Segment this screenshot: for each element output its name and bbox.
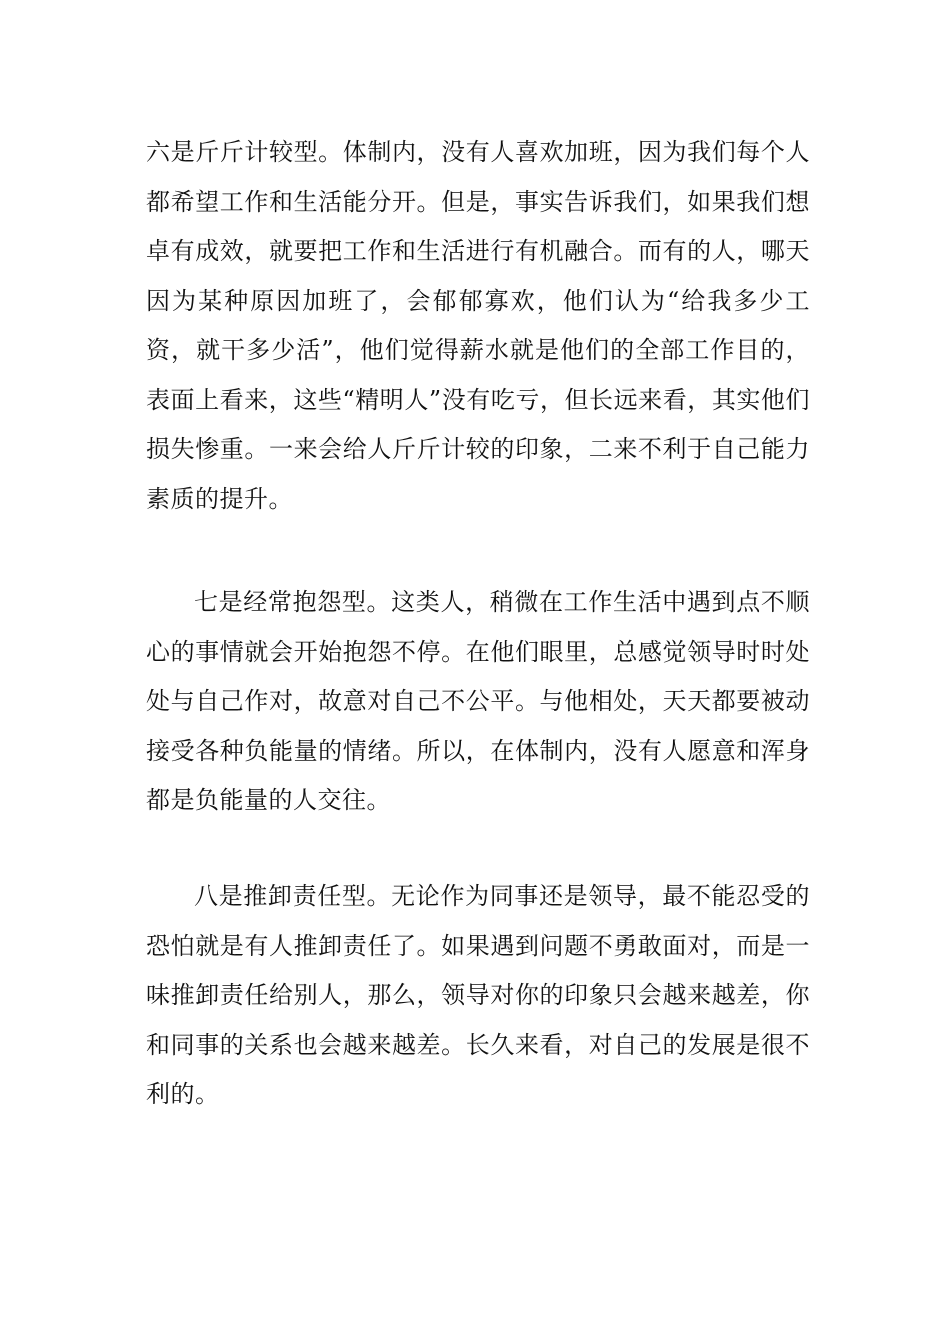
paragraph-type-seven: 七是经常抱怨型。这类人，稍微在工作生活中遇到点不顺心的事情就会开始抱怨不停。在他们眼里，总感觉领导时时处处与自己作对，故意对自己不公平。与他相处，天天都要被动接受各种负能量的情绪。所以，在体制内，没有人愿意和浑身都是负能量的人交往。 xyxy=(146,588,810,814)
paragraph-type-eight: 八是推卸责任型。无论作为同事还是领导，最不能忍受的恐怕就是有人推卸责任了。如果遇到问题不勇敢面对，而是一味推卸责任给别人，那么，领导对你的印象只会越来越差，你和同事的关系也会越来越差。长久来看，对自己的发展是很不利的。 xyxy=(146,882,810,1108)
paragraph-type-six: 六是斤斤计较型。体制内，没有人喜欢加班，因为我们每个人都希望工作和生活能分开。但是，事实告诉我们，如果我们想卓有成效，就要把工作和生活进行有机融合。而有的人，哪天因为某种原因加班了，会郁郁寡欢，他们认为“给我多少工资，就干多少活”，他们觉得薪水就是他们的全部工作目的，表面上看来，这些“精明人”没有吃亏，但长远来看，其实他们损失惨重。一来会给人斤斤计较的印象，二来不利于自己能力素质的提升。 xyxy=(146,138,810,513)
